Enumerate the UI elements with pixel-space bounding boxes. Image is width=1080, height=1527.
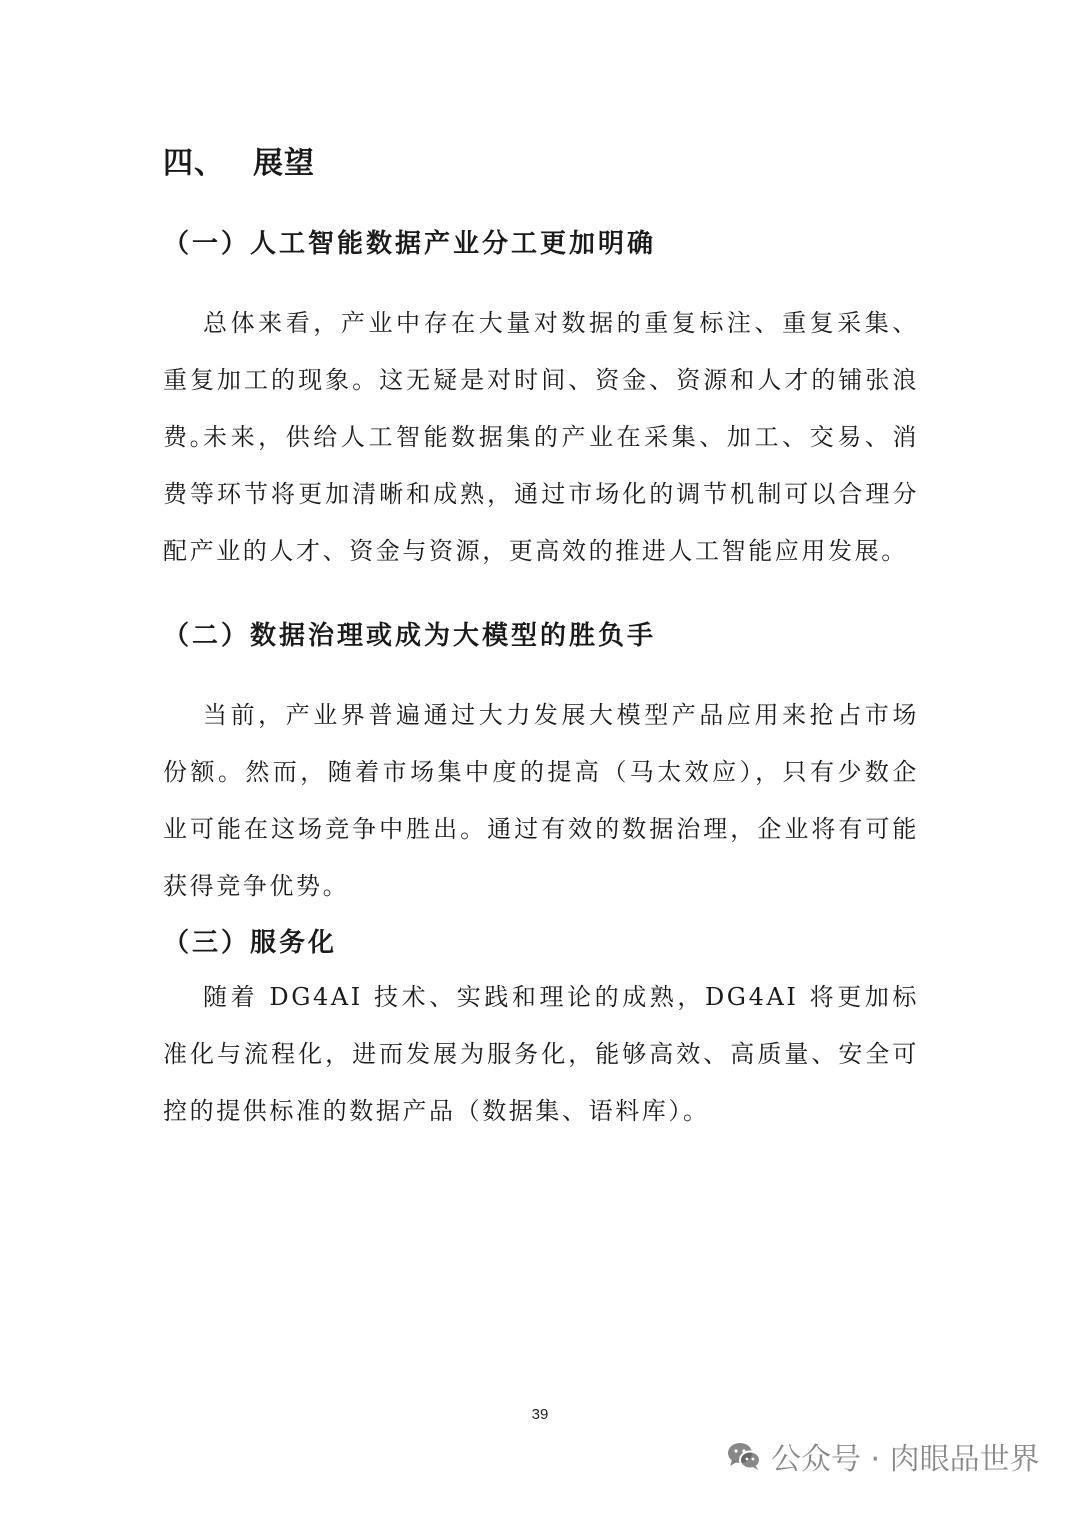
wechat-icon [727, 1441, 761, 1471]
page-number: 39 [531, 1406, 549, 1423]
section-3-paragraph-1: 随着 DG4AI 技术、实践和理论的成熟，DG4AI 将更加标准化与流程化，进而发展为服务化，能够高效、高质量、安全可控的提供标准的数据产品（数据集、语料库）。 [163, 983, 919, 1125]
section-2-paragraph-1: 当前，产业界普遍通过大力发展大模型产品应用来抢占市场份额。然而，随着市场集中度的提高（马太效应），只有少数企业可能在这场竞争中胜出。通过有效的数据治理，企业将有可能获得竞争优势。 [163, 701, 919, 900]
section-1-paragraph-2: 未来，供给人工智能数据集的产业在采集、加工、交易、消费等环节将更加清晰和成熟，通过市场化的调节机制可以合理分配产业的人才、资金与资源，更高效的推进人工智能应用发展。 [163, 423, 919, 565]
section-1-paragraph-1: 总体来看，产业中存在大量对数据的重复标注、重复采集、重复加工的现象。这无疑是对时间、资金、资源和人才的铺张浪费。 [163, 309, 919, 451]
section-2-heading: （二）数据治理或成为大模型的胜负手 [163, 621, 657, 651]
watermark-text: 公众号 · 肉眼品世界 [771, 1442, 1040, 1477]
section-1-heading: （一）人工智能数据产业分工更加明确 [163, 229, 657, 259]
chapter-title [163, 138, 315, 182]
chapter-title-text: 展望 [253, 146, 315, 181]
watermark [727, 1428, 1040, 1484]
section-3-heading: （三）服务化 [163, 928, 338, 958]
chapter-number: 四、 [163, 146, 225, 181]
